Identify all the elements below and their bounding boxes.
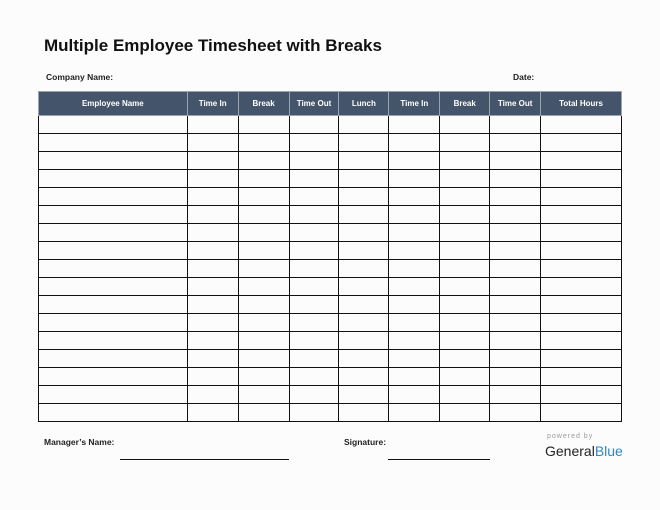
table-cell[interactable]	[187, 224, 238, 242]
table-cell[interactable]	[187, 368, 238, 386]
table-cell[interactable]	[289, 350, 339, 368]
table-cell[interactable]	[541, 260, 622, 278]
table-cell[interactable]	[39, 404, 188, 422]
table-cell[interactable]	[187, 386, 238, 404]
table-row	[39, 404, 622, 422]
table-cell[interactable]	[238, 404, 289, 422]
page-title: Multiple Employee Timesheet with Breaks	[44, 36, 382, 55]
table-row	[39, 152, 622, 170]
table-cell[interactable]	[440, 152, 490, 170]
table-cell[interactable]	[187, 170, 238, 188]
table-cell[interactable]	[289, 404, 339, 422]
table-cell[interactable]	[238, 386, 289, 404]
table-cell[interactable]	[490, 152, 541, 170]
table-cell[interactable]	[238, 260, 289, 278]
column-header: Break	[238, 92, 289, 116]
table-cell[interactable]	[187, 296, 238, 314]
table-cell[interactable]	[339, 314, 389, 332]
table-cell[interactable]	[541, 278, 622, 296]
table-cell[interactable]	[389, 116, 440, 134]
signature-label: Signature:	[344, 437, 387, 447]
table-row	[39, 332, 622, 350]
table-row	[39, 296, 622, 314]
table-cell[interactable]	[389, 404, 440, 422]
table-cell[interactable]	[389, 260, 440, 278]
table-cell[interactable]	[389, 170, 440, 188]
table-cell[interactable]	[339, 404, 389, 422]
table-cell[interactable]	[289, 116, 339, 134]
table-cell[interactable]	[490, 314, 541, 332]
table-cell[interactable]	[339, 350, 389, 368]
table-cell[interactable]	[490, 332, 541, 350]
table-cell[interactable]	[187, 332, 238, 350]
table-cell[interactable]	[440, 188, 490, 206]
logo-general: General	[545, 443, 595, 459]
table-cell[interactable]	[541, 368, 622, 386]
table-cell[interactable]	[289, 278, 339, 296]
table-cell[interactable]	[541, 314, 622, 332]
table-cell[interactable]	[339, 134, 389, 152]
table-cell[interactable]	[490, 134, 541, 152]
table-cell[interactable]	[39, 134, 188, 152]
table-cell[interactable]	[389, 368, 440, 386]
table-cell[interactable]	[490, 116, 541, 134]
table-cell[interactable]	[490, 404, 541, 422]
generalblue-logo	[545, 443, 623, 459]
table-cell[interactable]	[490, 260, 541, 278]
table-cell[interactable]	[490, 188, 541, 206]
column-header: Time In	[187, 92, 238, 116]
table-cell[interactable]	[440, 224, 490, 242]
table-cell[interactable]	[490, 386, 541, 404]
table-cell[interactable]	[490, 278, 541, 296]
table-cell[interactable]	[541, 242, 622, 260]
table-cell[interactable]	[490, 296, 541, 314]
table-cell[interactable]	[238, 332, 289, 350]
table-cell[interactable]	[490, 242, 541, 260]
table-cell[interactable]	[541, 134, 622, 152]
table-cell[interactable]	[339, 206, 389, 224]
table-cell[interactable]	[289, 386, 339, 404]
table-cell[interactable]	[339, 152, 389, 170]
company-name-label: Company Name:	[46, 72, 114, 82]
column-header: Lunch	[339, 92, 389, 116]
table-cell[interactable]	[289, 170, 339, 188]
table-cell[interactable]	[440, 350, 490, 368]
logo-blue: Blue	[594, 443, 623, 459]
table-cell[interactable]	[238, 278, 289, 296]
table-cell[interactable]	[490, 170, 541, 188]
table-row	[39, 314, 622, 332]
table-cell[interactable]	[541, 170, 622, 188]
table-cell[interactable]	[440, 260, 490, 278]
table-cell[interactable]	[39, 350, 188, 368]
table-cell[interactable]	[339, 116, 389, 134]
table-cell[interactable]	[289, 368, 339, 386]
table-cell[interactable]	[238, 188, 289, 206]
date-label: Date:	[513, 72, 535, 82]
table-cell[interactable]	[39, 116, 188, 134]
table-cell[interactable]	[339, 242, 389, 260]
table-cell[interactable]	[187, 134, 238, 152]
table-cell[interactable]	[289, 242, 339, 260]
table-cell[interactable]	[187, 206, 238, 224]
table-cell[interactable]	[187, 278, 238, 296]
table-cell[interactable]	[39, 188, 188, 206]
table-cell[interactable]	[238, 224, 289, 242]
table-cell[interactable]	[289, 296, 339, 314]
table-cell[interactable]	[339, 170, 389, 188]
table-cell[interactable]	[39, 224, 188, 242]
table-cell[interactable]	[238, 116, 289, 134]
table-cell[interactable]	[541, 224, 622, 242]
table-cell[interactable]	[389, 206, 440, 224]
table-row	[39, 224, 622, 242]
table-cell[interactable]	[39, 206, 188, 224]
table-cell[interactable]	[289, 206, 339, 224]
table-cell[interactable]	[238, 350, 289, 368]
table-cell[interactable]	[339, 368, 389, 386]
table-cell[interactable]	[490, 224, 541, 242]
table-cell[interactable]	[39, 332, 188, 350]
table-cell[interactable]	[389, 242, 440, 260]
table-cell[interactable]	[541, 152, 622, 170]
table-cell[interactable]	[440, 404, 490, 422]
table-cell[interactable]	[289, 260, 339, 278]
column-header: Time In	[389, 92, 440, 116]
table-cell[interactable]	[440, 116, 490, 134]
table-row	[39, 206, 622, 224]
table-cell[interactable]	[238, 170, 289, 188]
table-cell[interactable]	[440, 332, 490, 350]
table-cell[interactable]	[440, 296, 490, 314]
table-cell[interactable]	[238, 242, 289, 260]
table-cell[interactable]	[541, 386, 622, 404]
column-header: Break	[440, 92, 490, 116]
manager-name-line[interactable]	[120, 459, 289, 460]
column-header: Employee Name	[39, 92, 188, 116]
table-cell[interactable]	[238, 368, 289, 386]
table-cell[interactable]	[389, 188, 440, 206]
table-cell[interactable]	[440, 386, 490, 404]
table-cell[interactable]	[187, 242, 238, 260]
column-header: Time Out	[289, 92, 339, 116]
table-cell[interactable]	[389, 332, 440, 350]
table-cell[interactable]	[440, 134, 490, 152]
table-cell[interactable]	[339, 386, 389, 404]
table-cell[interactable]	[490, 206, 541, 224]
table-cell[interactable]	[440, 278, 490, 296]
table-cell[interactable]	[238, 152, 289, 170]
table-cell[interactable]	[389, 278, 440, 296]
table-cell[interactable]	[440, 368, 490, 386]
table-cell[interactable]	[440, 170, 490, 188]
table-cell[interactable]	[389, 296, 440, 314]
table-cell[interactable]	[389, 134, 440, 152]
table-cell[interactable]	[339, 224, 389, 242]
table-cell[interactable]	[238, 206, 289, 224]
table-row	[39, 260, 622, 278]
table-cell[interactable]	[289, 152, 339, 170]
table-cell[interactable]	[541, 188, 622, 206]
table-cell[interactable]	[39, 386, 188, 404]
column-header: Total Hours	[541, 92, 622, 116]
table-row	[39, 350, 622, 368]
table-cell[interactable]	[440, 314, 490, 332]
table-cell[interactable]	[187, 350, 238, 368]
table-cell[interactable]	[289, 314, 339, 332]
table-cell[interactable]	[389, 350, 440, 368]
table-cell[interactable]	[289, 188, 339, 206]
table-cell[interactable]	[389, 152, 440, 170]
table-cell[interactable]	[238, 134, 289, 152]
manager-name-label: Manager’s Name:	[44, 437, 115, 447]
table-cell[interactable]	[339, 260, 389, 278]
table-cell[interactable]	[187, 116, 238, 134]
table-cell[interactable]	[389, 224, 440, 242]
table-cell[interactable]	[187, 152, 238, 170]
table-cell[interactable]	[339, 278, 389, 296]
column-header: Time Out	[490, 92, 541, 116]
table-cell[interactable]	[339, 296, 389, 314]
table-cell[interactable]	[490, 368, 541, 386]
table-cell[interactable]	[187, 404, 238, 422]
table-row	[39, 170, 622, 188]
table-cell[interactable]	[289, 332, 339, 350]
timesheet-table	[38, 91, 622, 422]
table-cell[interactable]	[187, 188, 238, 206]
table-cell[interactable]	[289, 224, 339, 242]
table-row	[39, 386, 622, 404]
table-cell[interactable]	[289, 134, 339, 152]
table-cell[interactable]	[39, 260, 188, 278]
table-row	[39, 368, 622, 386]
table-cell[interactable]	[39, 152, 188, 170]
table-cell[interactable]	[541, 332, 622, 350]
signature-line[interactable]	[388, 459, 490, 460]
table-row	[39, 134, 622, 152]
table-cell[interactable]	[238, 314, 289, 332]
table-cell[interactable]	[187, 260, 238, 278]
table-cell[interactable]	[39, 296, 188, 314]
table-cell[interactable]	[339, 332, 389, 350]
table-cell[interactable]	[440, 242, 490, 260]
table-cell[interactable]	[339, 188, 389, 206]
table-cell[interactable]	[39, 368, 188, 386]
table-row	[39, 242, 622, 260]
table-cell[interactable]	[39, 242, 188, 260]
table-cell[interactable]	[541, 296, 622, 314]
table-cell[interactable]	[541, 206, 622, 224]
table-cell[interactable]	[389, 314, 440, 332]
table-cell[interactable]	[541, 116, 622, 134]
table-cell[interactable]	[490, 350, 541, 368]
table-cell[interactable]	[389, 386, 440, 404]
table-cell[interactable]	[39, 278, 188, 296]
powered-by-text: powered by	[547, 433, 594, 440]
table-row	[39, 278, 622, 296]
table-row	[39, 188, 622, 206]
table-cell[interactable]	[39, 314, 188, 332]
table-cell[interactable]	[238, 296, 289, 314]
table-cell[interactable]	[541, 404, 622, 422]
table-cell[interactable]	[541, 350, 622, 368]
table-row	[39, 116, 622, 134]
table-cell[interactable]	[440, 206, 490, 224]
table-cell[interactable]	[39, 170, 188, 188]
table-cell[interactable]	[187, 314, 238, 332]
